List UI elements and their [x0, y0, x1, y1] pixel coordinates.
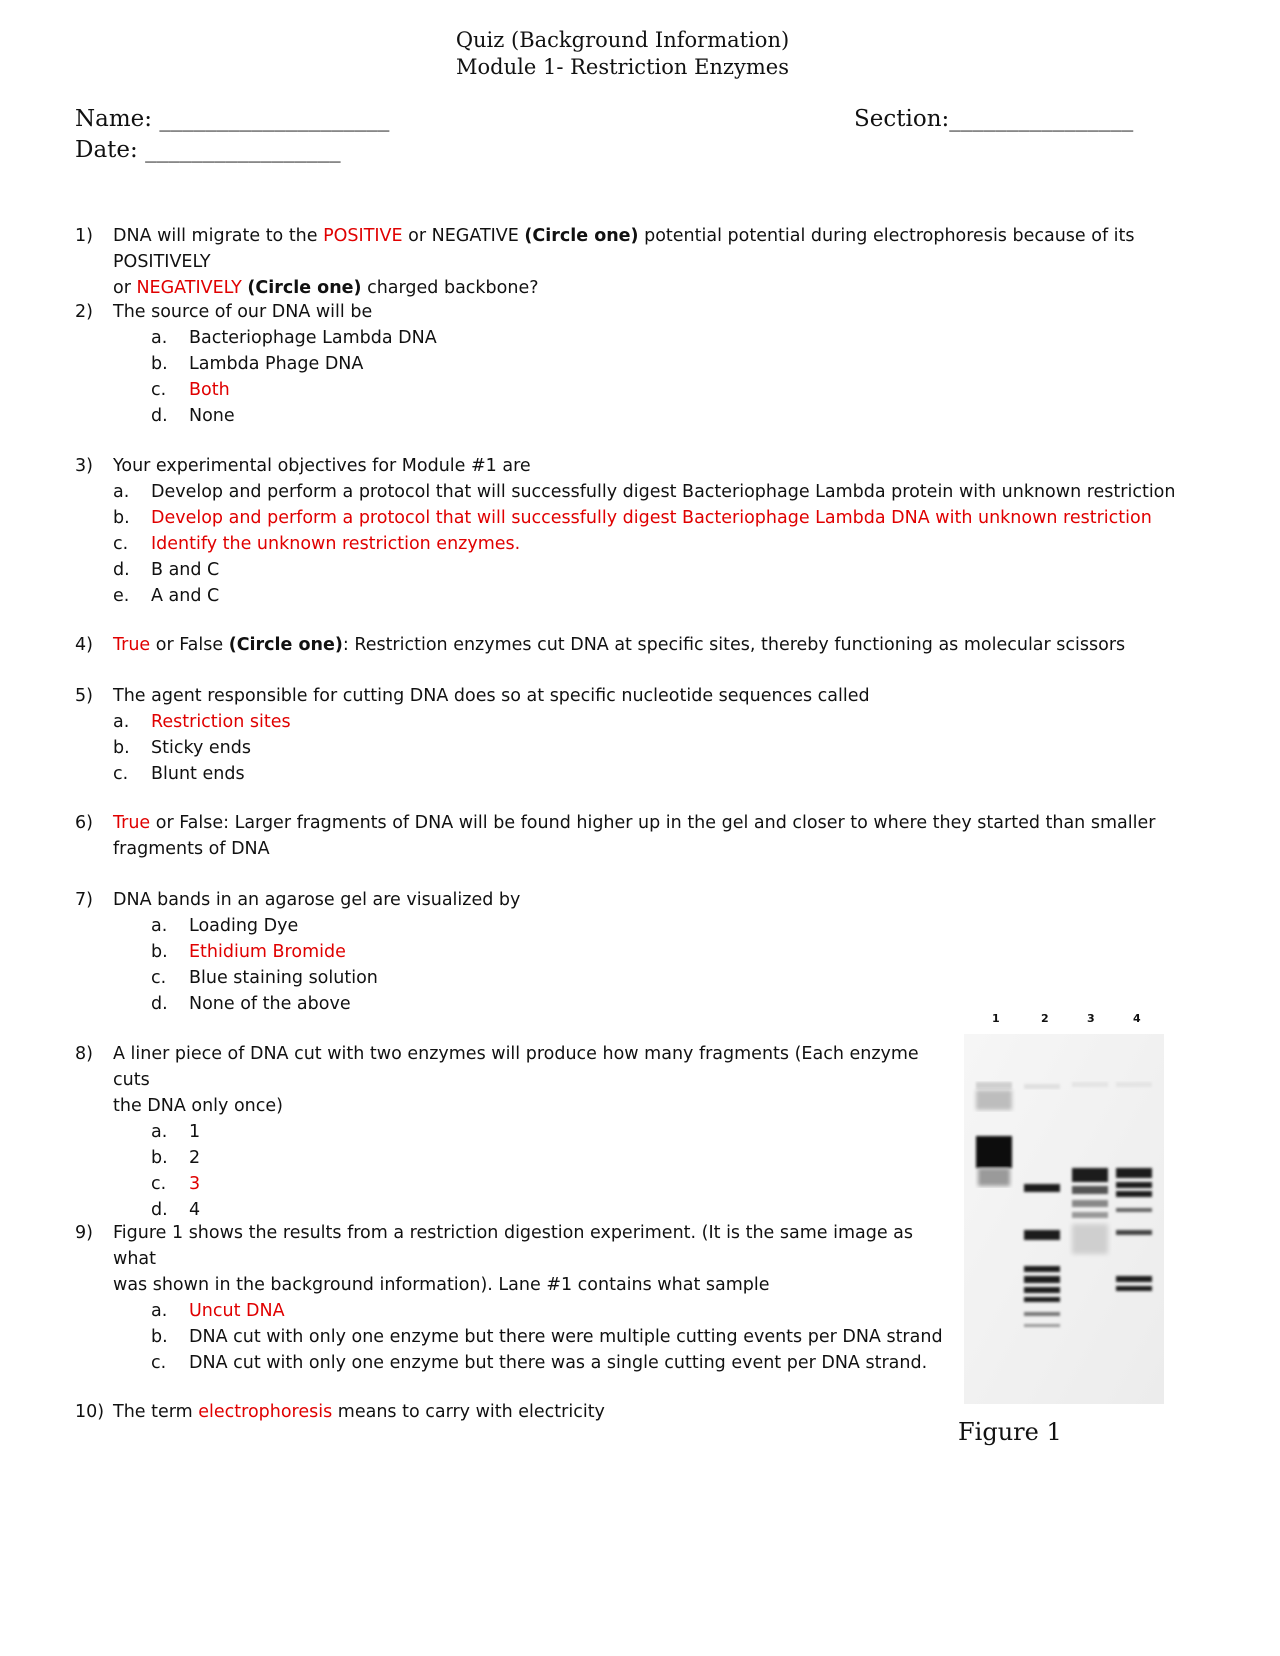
q10-answer: electrophoresis	[198, 1402, 333, 1422]
question-10	[75, 1399, 955, 1425]
question-text: was shown in the background information). Lane #1 contains what sample	[113, 1275, 770, 1295]
q1-text: DNA will migrate to the	[113, 226, 324, 246]
option-text: Identify the unknown restriction enzymes.	[151, 534, 521, 554]
option-text: 1	[189, 1122, 201, 1142]
question-4	[75, 632, 1225, 658]
option-text: Bacteriophage Lambda DNA	[189, 328, 437, 348]
q6-answer-true[interactable]: True	[113, 813, 151, 833]
gel-background	[964, 1034, 1164, 1404]
question-number: 1)	[75, 226, 93, 246]
option-d[interactable]	[151, 403, 975, 429]
question-number: 2)	[75, 302, 93, 322]
option-letter: a.	[151, 1301, 168, 1321]
lane-label-2: 2	[1041, 1012, 1049, 1025]
option-a[interactable]	[151, 1119, 955, 1145]
option-letter: b.	[151, 942, 168, 962]
question-number: 7)	[75, 890, 93, 910]
option-letter: b.	[113, 508, 130, 528]
option-a-answer[interactable]	[113, 709, 1075, 735]
option-letter: c.	[151, 1353, 167, 1373]
question-text: The agent responsible for cutting DNA does so at specific nucleotide sequences called	[113, 686, 870, 706]
question-text: A liner piece of DNA cut with two enzymes will produce how many fragments (Each enzyme cuts	[113, 1044, 919, 1090]
q1-text: charged backbone?	[361, 278, 539, 298]
option-b[interactable]	[151, 1324, 955, 1350]
option-letter: a.	[113, 482, 130, 502]
question-number: 5)	[75, 686, 93, 706]
q4-text: or False	[150, 635, 229, 655]
question-number: 4)	[75, 635, 93, 655]
option-letter: a.	[113, 712, 130, 732]
question-9	[75, 1220, 955, 1376]
option-letter: c.	[151, 380, 167, 400]
q4-text: : Restriction enzymes cut DNA at specific sites, thereby functioning as molecular scissors	[342, 635, 1126, 655]
option-b[interactable]	[151, 351, 975, 377]
question-8	[75, 1041, 955, 1223]
q6-text: fragments of DNA	[113, 839, 270, 859]
option-letter: d.	[151, 994, 168, 1014]
option-letter: b.	[113, 738, 130, 758]
option-a-answer[interactable]	[151, 1298, 955, 1324]
option-c[interactable]	[113, 761, 1075, 787]
q1-answer-positive[interactable]: POSITIVE	[323, 226, 403, 246]
lane-label-3: 3	[1087, 1012, 1095, 1025]
option-b[interactable]	[113, 735, 1075, 761]
option-letter: c.	[113, 534, 129, 554]
quiz-title: Quiz (Background Information)	[455, 28, 790, 52]
option-text: A and C	[151, 586, 220, 606]
option-text: Develop and perform a protocol that will successfully digest Bacteriophage Lambda DNA with unknown restriction	[151, 508, 1152, 528]
option-letter: a.	[151, 1122, 168, 1142]
option-b-answer[interactable]	[151, 939, 975, 965]
option-letter: c.	[151, 968, 167, 988]
lane-label-1: 1	[992, 1012, 1000, 1025]
option-text: DNA cut with only one enzyme but there was a single cutting event per DNA strand.	[189, 1353, 928, 1373]
option-letter: b.	[151, 354, 168, 374]
q1-text: or	[113, 278, 137, 298]
question-text: the DNA only once)	[113, 1096, 283, 1116]
option-a[interactable]	[151, 325, 975, 351]
q1-answer-negatively[interactable]: NEGATIVELY	[136, 278, 242, 298]
option-text: Blue staining solution	[189, 968, 378, 988]
question-7	[75, 887, 975, 1017]
q1-text: potential potential during electrophoresis because of its POSITIVELY	[113, 226, 1135, 272]
option-b-answer[interactable]	[113, 505, 1225, 531]
question-1	[75, 223, 1205, 301]
option-letter: c.	[113, 764, 129, 784]
question-text: Figure 1 shows the results from a restriction digestion experiment. (It is the same image as what	[113, 1223, 914, 1269]
question-number: 8)	[75, 1044, 93, 1064]
option-e[interactable]	[113, 583, 1225, 609]
question-number: 3)	[75, 456, 93, 476]
section-field[interactable]: Section:________________	[854, 106, 1134, 132]
option-letter: d.	[113, 560, 130, 580]
option-text: Uncut DNA	[189, 1301, 285, 1321]
q1-circle-one: (Circle one)	[524, 226, 639, 246]
question-6	[75, 810, 1225, 862]
date-field[interactable]: Date: _________________	[75, 137, 341, 163]
q4-answer-true[interactable]: True	[113, 635, 151, 655]
q10-text: The term	[113, 1402, 199, 1422]
question-number: 6)	[75, 813, 93, 833]
q6-text: or False: Larger fragments of DNA will be found higher up in the gel and closer to where they started than smaller	[150, 813, 1156, 833]
option-text: Loading Dye	[189, 916, 299, 936]
option-letter: d.	[151, 406, 168, 426]
option-letter: b.	[151, 1148, 168, 1168]
question-text: Your experimental objectives for Module #1 are	[113, 456, 531, 476]
question-number: 9)	[75, 1223, 93, 1243]
option-text: Both	[189, 380, 230, 400]
option-b[interactable]	[151, 1145, 955, 1171]
module-title: Module 1- Restriction Enzymes	[456, 55, 789, 79]
option-text: 3	[189, 1174, 201, 1194]
option-text: DNA cut with only one enzyme but there were multiple cutting events per DNA strand	[189, 1327, 943, 1347]
question-number: 10)	[75, 1402, 105, 1422]
gel-image	[964, 1034, 1164, 1404]
q1-circle-one: (Circle one)	[247, 278, 362, 298]
lane-label-4: 4	[1133, 1012, 1141, 1025]
option-d[interactable]	[113, 557, 1225, 583]
option-letter: b.	[151, 1327, 168, 1347]
q4-circle-one: (Circle one)	[228, 635, 343, 655]
q10-text: means to carry with electricity	[332, 1402, 605, 1422]
option-letter: a.	[151, 328, 168, 348]
option-letter: c.	[151, 1174, 167, 1194]
option-letter: e.	[113, 586, 130, 606]
option-c[interactable]	[151, 1350, 955, 1376]
option-text: Develop and perform a protocol that will successfully digest Bacteriophage Lambda protein with unknown restriction	[151, 482, 1176, 502]
question-2	[75, 299, 975, 429]
question-3	[75, 453, 1225, 609]
option-a[interactable]	[151, 913, 975, 939]
option-text: Blunt ends	[151, 764, 245, 784]
question-5	[75, 683, 1075, 787]
option-text: Restriction sites	[151, 712, 291, 732]
option-text: Sticky ends	[151, 738, 251, 758]
option-text: 2	[189, 1148, 201, 1168]
option-text: Ethidium Bromide	[189, 942, 346, 962]
option-text: 4	[189, 1200, 201, 1220]
option-text: B and C	[151, 560, 220, 580]
option-letter: d.	[151, 1200, 168, 1220]
question-text: DNA bands in an agarose gel are visualized by	[113, 890, 521, 910]
option-text: None	[189, 406, 235, 426]
q1-text: or NEGATIVE	[402, 226, 525, 246]
option-d[interactable]	[151, 991, 975, 1017]
figure-caption: Figure 1	[958, 1418, 1062, 1446]
name-field[interactable]: Name: ____________________	[75, 106, 390, 132]
option-c-answer[interactable]	[151, 377, 975, 403]
option-c-answer[interactable]	[113, 531, 1225, 557]
question-text: The source of our DNA will be	[113, 302, 373, 322]
lane-1-bands	[976, 1090, 1012, 1186]
option-text: None of the above	[189, 994, 351, 1014]
option-c[interactable]	[151, 965, 975, 991]
option-text: Lambda Phage DNA	[189, 354, 364, 374]
option-c-answer[interactable]	[151, 1171, 955, 1197]
option-letter: a.	[151, 916, 168, 936]
option-a[interactable]	[113, 479, 1225, 505]
